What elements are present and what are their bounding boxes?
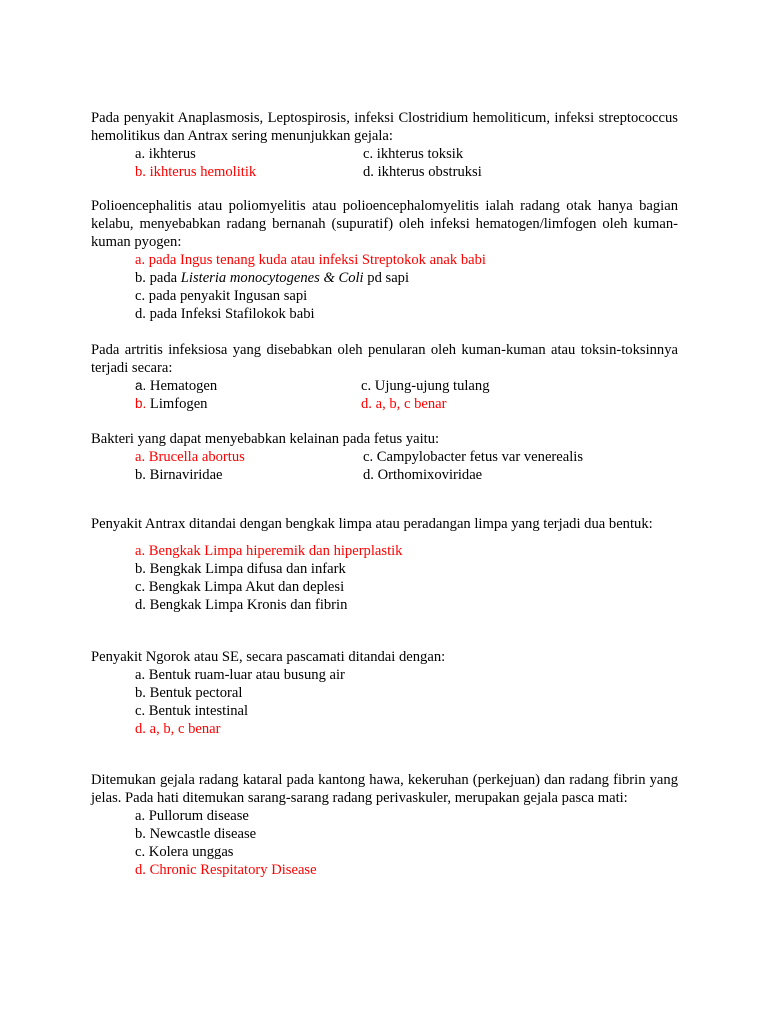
question-3 (91, 341, 678, 413)
question-6-stem: Penyakit Ngorok atau SE, secara pascamati ditandai dengan: (91, 649, 446, 665)
question-1-option-b-answer: b. ikhterus hemolitik (135, 164, 257, 180)
question-1-option-a: a. ikhterus (135, 146, 196, 162)
question-5-option-d: d. Bengkak Limpa Kronis dan fibrin (135, 597, 348, 613)
question-3-option-c: c. Ujung-ujung tulang (361, 378, 490, 394)
question-6-option-c: c. Bentuk intestinal (135, 703, 249, 719)
question-2-option-b (135, 269, 678, 287)
question-7-options (91, 807, 678, 879)
question-6 (91, 648, 678, 738)
spacer (91, 533, 678, 542)
question-6-options (91, 666, 678, 738)
question-3-options (91, 377, 678, 413)
question-2-option-b-prefix: b. pada (135, 270, 181, 286)
question-2-option-b-suffix: pd sapi (363, 270, 410, 286)
question-4-option-b: b. Birnaviridae (135, 467, 223, 483)
question-3-option-b-text: Limfogen (146, 396, 208, 412)
question-7-option-a: a. Pullorum disease (135, 808, 249, 824)
question-2-option-d: d. pada Infeksi Stafilokok babi (135, 306, 315, 322)
question-6-option-a: a. Bentuk ruam-luar atau busung air (135, 667, 345, 683)
question-2-option-b-italic: Listeria monocytogenes & Coli (180, 270, 364, 286)
question-2-stem: Polioencephalitis atau poliomyelitis atau polioencephalomyelitis ialah radang otak hanya bagian kelabu, menyebabkan radang bernanah (supuratif) oleh infeksi hematogen/limfogen oleh kuman-kuman pyogen: (91, 198, 678, 250)
question-1-option-c: c. ikhterus toksik (363, 146, 464, 162)
question-1-options (91, 145, 678, 181)
question-7-option-d-answer: d. Chronic Respitatory Disease (135, 862, 317, 878)
question-1-stem: Pada penyakit Anaplasmosis, Leptospirosis, infeksi Clostridium hemoliticum, infeksi streptococcus hemolitikus dan Antrax sering menunjukkan gejala: (91, 110, 678, 144)
question-6-option-b: b. Bentuk pectoral (135, 685, 243, 701)
question-1-option-d: d. ikhterus obstruksi (363, 164, 482, 180)
question-6-option-d-answer: d. a, b, c benar (135, 721, 221, 737)
question-5-stem: Penyakit Antrax ditandai dengan bengkak limpa atau peradangan limpa yang terjadi dua bentuk: (91, 516, 653, 532)
question-5-option-a-answer: a. Bengkak Limpa hiperemik dan hiperplastik (135, 543, 403, 559)
question-7-option-c: c. Kolera unggas (135, 844, 234, 860)
question-2-option-a-answer: a. pada Ingus tenang kuda atau infeksi Streptokok anak babi (135, 252, 486, 268)
question-3-option-d-answer: d. a, b, c benar (361, 396, 447, 412)
question-3-option-b-letter: b. (135, 396, 147, 411)
question-5-options (91, 542, 678, 614)
question-3-stem: Pada artritis infeksiosa yang disebabkan oleh penularan oleh kuman-kuman atau toksin-toksinnya terjadi secara: (91, 342, 678, 376)
question-7-option-b: b. Newcastle disease (135, 826, 257, 842)
question-5-option-c: c. Bengkak Limpa Akut dan deplesi (135, 579, 345, 595)
question-2-option-c: c. pada penyakit Ingusan sapi (135, 288, 308, 304)
question-7 (91, 771, 678, 879)
question-7-stem: Ditemukan gejala radang kataral pada kantong hawa, kekeruhan (perkejuan) dan radang fibrin yang jelas. Pada hati ditemukan sarang-sarang radang perivaskuler, merupakan gejala pasca mati: (91, 772, 678, 806)
question-4-option-a-answer: a. Brucella abortus (135, 449, 245, 465)
question-2-options (91, 251, 678, 323)
question-5 (91, 515, 678, 614)
question-3-option-a (135, 377, 361, 395)
question-4-options (91, 448, 678, 484)
question-1 (91, 109, 678, 181)
question-4-option-c: c. Campylobacter fetus var venerealis (363, 449, 584, 465)
question-2 (91, 197, 678, 323)
question-4-option-d: d. Orthomixoviridae (363, 467, 483, 483)
question-3-option-a-text: Hematogen (146, 378, 218, 394)
question-3-option-a-letter: a. (135, 378, 147, 393)
question-3-option-b (135, 395, 361, 413)
question-5-option-b: b. Bengkak Limpa difusa dan infark (135, 561, 346, 577)
question-4 (91, 430, 678, 484)
question-4-stem: Bakteri yang dapat menyebabkan kelainan pada fetus yaitu: (91, 431, 440, 447)
